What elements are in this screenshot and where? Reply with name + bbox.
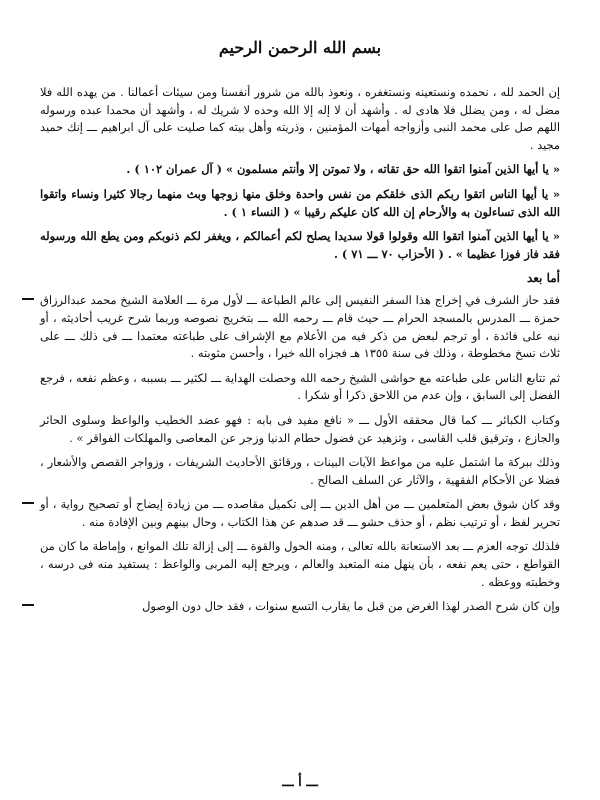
- verse-al-imran: « يا أيها الذين آمنوا اتقوا الله حق تقاته ، ولا تموتن إلا وأنتم مسلمون » ( آل عمران ١٠٢ ) .: [126, 162, 560, 177]
- paragraph-text: وإن كان شرح الصدر لهذا الغرض من قبل ما يقارب التسع سنوات ، فقد حال دون الوصول: [142, 599, 560, 614]
- paragraph-text: وقد كان شوق بعض المتعلمين ـــ من أهل الدين ـــ إلى تكميل مقاصده ـــ من زيادة إيضاح أو تصحيح رواية ، أو تحرير لفظ ، أو ترتيب نظم ، أو حذف حشو ـــ قد صدهم عن هذا الكتاب ، وحال بينهم وبين الإفادة منه .: [40, 497, 560, 529]
- paragraph-contents: وذلك ببركة ما اشتمل عليه من مواعظ الآيات البينات ، ورقائق الأحاديث الشريفات ، وزواجر القصص والأشعار ، فضلا عن الأحكام الفقهية ، والآثار عن السلف الصالح .: [40, 455, 560, 487]
- page-number: ـــ أ ـــ: [282, 775, 318, 790]
- dash-mark: [22, 502, 34, 504]
- dash-mark: [22, 298, 34, 300]
- paragraph-continuation: [40, 598, 560, 616]
- paragraph-book-description: وكتاب الكبائر ـــ كما قال محققه الأول ـــ « نافع مفيد فى بابه : فهو عضد الخطيب والواعظ وسلوى الحائر والجازع ، وترقيق قلب القاسى ، وتزهيد عن فضول حطام الدنيا وزجر عن المعاصى والمهلكات الفواقر » .: [40, 412, 560, 445]
- page-title: بسم الله الرحمن الرحيم: [218, 38, 382, 57]
- paragraph-text: فقد حاز الشرف في إخراج هذا السفر النفيس إلى عالم الطباعة ـــ لأول مرة ـــ العلامة الشيخ محمد عبدالرزاق حمزة ـــ المدرس بالمسجد الحرام ـــ حيث قام ـــ رحمه الله ـــ بتخريج نصوصه وربما شرح غريب أحاديثه ، أو نبه على فائدة ، أو ترجم لبعض من ذكر فيه من الأعلام مع الإشراف على طباعته معتمدا ـــ فى ذلك ـــ على ثلاث نسخ مخطوطة ، وذلك فى سنة ١٣٥٥ هـ فجزاه الله خيرا ، وأحسن مثوبته .: [40, 293, 560, 361]
- dash-mark: [22, 604, 34, 606]
- paragraph-motivation: [40, 496, 560, 531]
- paragraph-reprints: ثم تتابع الناس على طباعته مع حواشى الشيخ رحمه الله وحصلت الهداية ـــ لكثير ـــ بسببه ، وعظم نفعه ، فرجع الفضل إلى السابق ، وإن عدم من اللاحق ذكرا أو شكرا .: [40, 370, 560, 403]
- intro-paragraph: إن الحمد لله ، نحمده ونستعينه ونستغفره ، ونعوذ بالله من شرور أنفسنا ومن سيئات أعمالنا . من يهده الله فلا مضل له ، ومن يضلل فلا هادى له . وأشهد أن لا إله إلا الله وحده لا شريك له ، وأشهد أن محمدا عبده ورسوله اللهم صل على محمد النبى وأزواجه أمهات المؤمنين ، وذريته وأهل بيته كما صليت على آل ابراهيم ـــ إنك حميد مجيد .: [40, 85, 560, 152]
- verse-al-ahzab: « يا أيها الذين آمنوا اتقوا الله وقولوا قولا سديدا يصلح لكم أعمالكم ، ويغفر لكم ذنوبكم ومن يطع الله ورسوله فقد فاز فوزا عظيما » . ( الأحزاب ٧٠ ـــ ٧١ ) .: [40, 229, 560, 261]
- verse-an-nisa: « يا أيها الناس اتقوا ربكم الذى خلقكم من نفس واحدة وخلق منها زوجها وبث منهما رجالا كثيرا ونساء واتقوا الله الذى تساءلون به والأرحام إن الله كان عليكم رقيبا » ( النساء ١ ) .: [40, 186, 560, 219]
- paragraph-resolve: فلذلك توجه العزم ـــ بعد الاستعانة بالله تعالى ، ومنه الحول والقوة ـــ إلى إزالة تلك الموانع ، وإماطة ما كان من القواطع ، حتى يعم نفعه ، بأن ينهل منه المتعبد والعالم ، ويرجع إليه المربى والواعظ : يستفيد منه فى درسه ، وخطبته ووعظه .: [40, 539, 560, 589]
- amma-bad-heading: أما بعد: [526, 271, 560, 286]
- paragraph-first-edition: [40, 292, 560, 362]
